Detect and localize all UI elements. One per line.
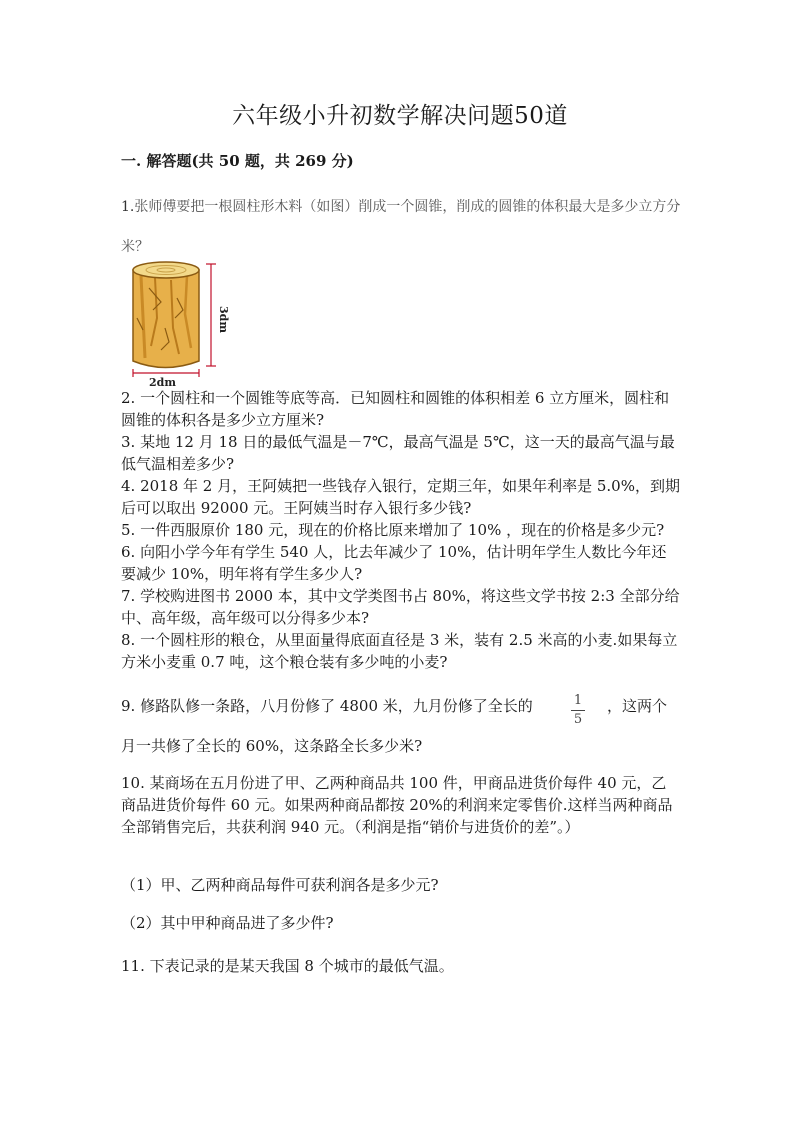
question-10-sub-1: （1）甲、乙两种商品每件可获利润各是多少元? [121, 876, 439, 894]
question-9-line2: 月一共修了全长的 60%，这条路全长多少米? [121, 737, 423, 755]
section-heading: 一. 解答题(共 50 题，共 269 分) [121, 152, 354, 170]
height-label: 3dm [217, 306, 230, 333]
width-label: 2dm [149, 376, 176, 388]
question-9-line1-end: ，这两个 [607, 697, 668, 715]
question-5: 5. 一件西服原价 180 元，现在的价格比原来增加了 10% ，现在的价格是多少元? [121, 521, 665, 539]
question-2: 2. 一个圆柱和一个圆锥等底等高．已知圆柱和圆锥的体积相差 6 立方厘米，圆柱和圆锥的体积各是多少立方厘米? [121, 389, 670, 429]
question-4: 4. 2018 年 2 月，王阿姨把一些钱存入银行，定期三年，如果年利率是 5.0%，到期后可以取出 92000 元。王阿姨当时存入银行多少钱? [121, 477, 680, 517]
question-1 [121, 187, 691, 267]
question-10-sub-2: （2）其中甲种商品进了多少件? [121, 914, 334, 932]
fraction-bar [571, 710, 585, 711]
question-9-fraction [571, 694, 585, 727]
fraction-denominator: 5 [573, 712, 583, 727]
question-8: 8. 一个圆柱形的粮仓，从里面量得底面直径是 3 米，装有 2.5 米高的小麦.如果每立方米小麦重 0.7 吨，这个粮仓装有多少吨的小麦? [121, 631, 678, 671]
cylinder-wood-illustration [121, 258, 231, 388]
question-1-number: 1. [121, 199, 135, 215]
question-1-text: 张师傅要把一根圆柱形木料（如图）削成一个圆锥，削成的圆锥的体积最大是多少立方分米？ [121, 199, 681, 255]
question-11: 11. 下表记录的是某天我国 8 个城市的最低气温。 [121, 957, 454, 975]
question-9-line1: 9. 修路队修一条路，八月份修了 4800 米，九月份修了全长的 [121, 697, 533, 715]
questions-2-to-8 [121, 387, 681, 673]
fraction-numerator: 1 [573, 693, 583, 708]
cylinder-wood-figure [121, 258, 231, 388]
question-7: 7. 学校购进图书 2000 本，其中文学类图书占 80%，将这些文学书按 2:3 全部分给中、高年级，高年级可以分得多少本? [121, 587, 680, 627]
page-title: 六年级小升初数学解决问题50道 [232, 103, 568, 129]
question-10: 10. 某商场在五月份进了甲、乙两种商品共 100 件，甲商品进货价每件 40 元，乙商品进货价每件 60 元。如果两种商品都按 20%的利润来定零售价.这样当两种商品全部销售完后，共获利润 940 元。（利润是指“销价与进货价的差”。） [121, 774, 673, 836]
question-6: 6. 向阳小学今年有学生 540 人，比去年减少了 10%，估计明年学生人数比今年还要减少 10%，明年将有学生多少人? [121, 543, 667, 583]
question-3: 3. 某地 12 月 18 日的最低气温是－7℃，最高气温是 5℃，这一天的最高气温与最低气温相差多少? [121, 433, 675, 473]
